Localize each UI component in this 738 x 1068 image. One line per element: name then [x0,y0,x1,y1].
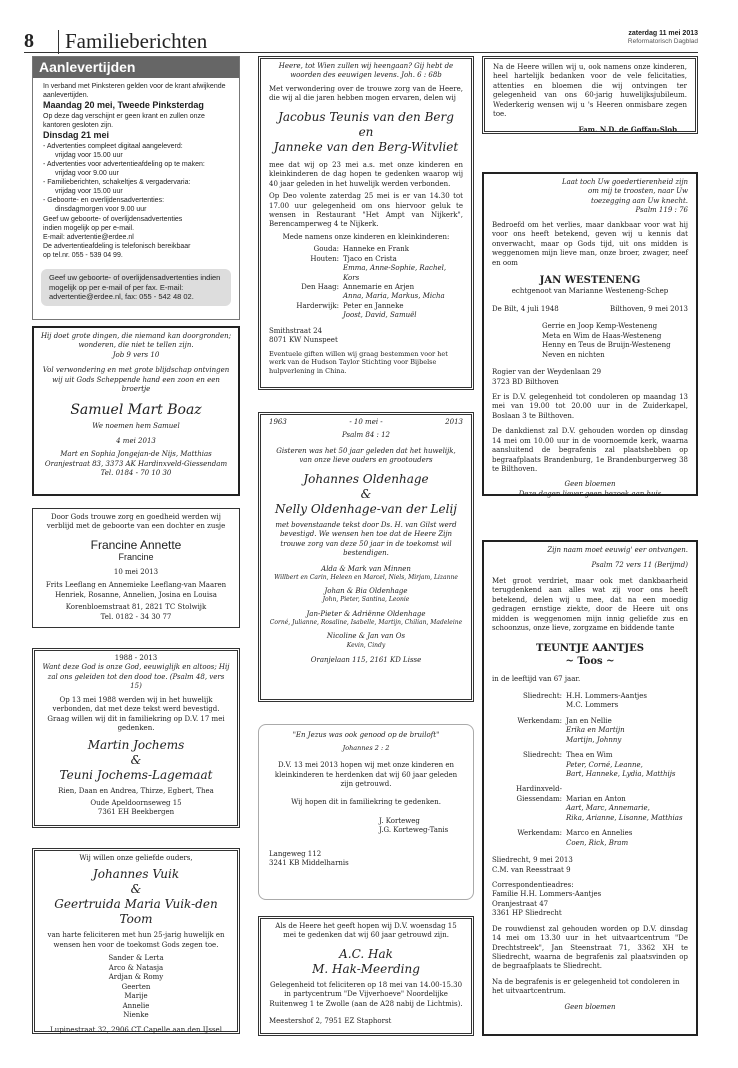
name2: J.G. Korteweg-Tanis [379,826,449,835]
text: Bedroefd om het verlies, maar dankbaar voor wat hij voor ons heeft betekend, geven wij u kennis dat onverwacht, maar op Gods tijd, uit ons midden is weggenomen mijn lieve man, onze broer, zwager, neef en oom [492,220,688,267]
paper-name: Reformatorisch Dagblad [627,38,698,45]
years-line [269,418,463,427]
spouse: echtgenoot van Marianne Westeneng-Schep [511,287,669,296]
day1: Maandag 20 mei, Tweede Pinksterdag [43,100,204,111]
family-head: Jan-Pieter & Adriënne Oldenhage [306,609,426,618]
line: op tel.nr. 055 - 539 04 99. [43,251,123,259]
amp: & [130,752,142,767]
issue-date: zaterdag 11 mei 2013 [628,30,698,37]
family-group [269,632,463,650]
address: Meestershof 2, 7951 EZ Staphorst [269,1017,392,1026]
died: Bilthoven, 9 mei 2013 [610,304,688,313]
address: C.M. van Reesstraat 9 [492,865,571,874]
name2: M. Hak-Meerding [312,961,420,976]
name1: Johannes Vuik [92,867,180,882]
family-row: Werkendam: Marco en Annelies [517,829,633,838]
anniversary-vandenberg [258,56,474,390]
verse-ref: Johannes 2 : 2 [342,744,390,753]
family-row: Erika en Martijn [566,726,625,735]
corr-line: Familie H.H. Lommers-Aantjes [492,890,602,899]
flowers: Geen bloemen [564,1002,616,1011]
place-date: Sliedrecht, 9 mei 2013 [492,856,573,865]
line: vrijdag voor 15.00 uur [55,188,123,196]
family-row: Emma, Anne-Sophie, Rachel, Kors [343,264,447,282]
family-row: Coen, Rick, Bram [566,838,629,847]
verse: Heere, tot Wien zullen wij heengaan? Gij hebt de woorden des eeuwigen levens. Joh. 6 : 68b [278,62,454,80]
amp: & [130,882,142,897]
line: vrijdag voor 9.00 uur [55,170,119,178]
family-member: Gerrie en Joop Kemp-Westeneng [542,322,658,331]
birth-announcement-boaz [32,326,240,496]
verse: Laat toch Uw goedertierenheid zijn om mij te troosten, naar Uw toezegging aan Uw knecht. [561,178,688,205]
name1: Martin Jochems [87,737,185,752]
line: indien mogelijk op per e-mail. [43,224,135,232]
family-member: Neven en nichten [542,350,605,359]
text: Op 13 mei 1988 werden wij in het huwelijk verbonden, dat met deze tekst werd bevestigd. Graag willen wij dit in familiekring op D.V. 17 mei gedenken. [47,695,225,733]
kid: Annelie [122,1001,150,1010]
family-row: Den Haag: Annemarie en Arjen [301,283,415,291]
service: De rouwdienst zal gehouden worden op D.V. dinsdag 14 mei om 13.30 uur in het uitvaartcentrum "De Drechtstreek", Jan Steenstraat 71, 3362 XH te Sliedrecht, waarna de begrafenis zal plaatsvinden op de begraafplaats te Sliedrecht. [492,924,688,971]
corr-line: 3361 HP Sliedrecht [492,909,562,918]
kid: Ardjan & Romy [108,973,164,982]
line: - Geboorte- en overlijdensadvertenties: [43,197,165,205]
deceased-name: TEUNTJE AANTJES [536,642,644,654]
header-rule [24,52,698,53]
family-row: Joost, David, Samuël [343,311,417,320]
verse: "En Jezus was ook genood op de bruiloft" [292,731,440,739]
call-name: Francine [118,551,154,562]
kid: Geerten [121,982,151,991]
family-row: Martijn, Johnny [566,735,622,744]
anniversary-vuik [32,848,240,1034]
family-head: Johan & Bia Oldenhage [324,587,408,596]
name1: Jacobus Teunis van den Berg [278,109,454,124]
verse-ref: Job 9 vers 10 [112,350,160,359]
born: De Bilt, 4 juli 1948 [492,304,559,313]
family-kids: Willbert en Carin, Heleen en Marcel, Niels, Mirjam, Lizanne [274,573,458,581]
name1: Johannes Oldenhage [303,471,429,486]
address: Lupinestraat 32, 2906 CT Capelle aan den IJssel [50,1026,222,1035]
line: - Familieberichten, schakeltjes & vergadervaria: [43,179,191,187]
visit: Deze dagen liever geen bezoek aan huis [518,489,662,498]
text: Vol verwondering en met grote blijdschap ontvingen wij uit Gods Scheppende hand een zoon en een broertje [42,366,230,394]
aanlevertijden-title: Aanlevertijden [33,57,239,78]
deceased-name: JAN WESTENENG [539,274,641,286]
family-member: Henny en Teus de Bruijn-Westeneng [542,341,671,350]
intro: Gisteren was het 50 jaar geleden dat het huwelijk, van onze lieve ouders en grootouders [276,446,456,465]
tel: Tel. 0182 - 34 30 77 [100,612,172,621]
after: Na de begrafenis is er gelegenheid tot condoleren in het uitvaartcentrum. [492,977,680,996]
family-group [269,587,463,605]
text: Na de Heere willen wij u, ook namens onze kinderen, heel hartelijk bedanken voor de vele felicitaties, attenties en bloemen die wij ontvingen ter gelegenheid van ons 60-jarig huwelijksjubileum. Wederkerig wensen wij u 's Heeren onmisbare zegen toe. [493,63,687,119]
kids-list [41,954,231,1020]
anniversary-korteweg [258,724,474,900]
dates [492,305,688,314]
address2: 3723 BD Bilthoven [492,377,559,386]
family-row: Anna, Maria, Markus, Micha [343,292,445,301]
anniversary-oldenhage [258,412,474,702]
kid: Marije [124,992,148,1001]
address1: Rogier van der Weydenlaan 29 [492,368,602,377]
day1-text: Op deze dag verschijnt er geen krant en zullen onze kantoren gesloten zijn. [43,112,205,129]
day2: Dinsdag 21 mei [43,130,110,141]
child-name: Samuel Mart Boaz [70,401,202,418]
family-row: Houten: Tjaco en Crista [310,254,397,263]
family-row: Werkendam: Jan en Nellie [517,716,612,725]
text2: mee dat wij op 23 mei a.s. met onze kinderen en kleinkinderen de dag hopen te gedenken waarop wij 40 jaar geleden in het huwelijk werden verbonden. [269,160,463,188]
line: De advertentieafdeling is telefonisch bereikbaar [43,242,191,250]
years: 1988 - 2013 [114,654,158,662]
year-mid: - 10 mei - [349,418,383,426]
family-row: Aart, Marc, Annemarie, [566,804,650,813]
verse-ref: Psalm 119 : 76 [635,206,688,215]
family-head: Alda & Mark van Minnen [321,564,411,573]
family-group [269,565,463,583]
kid: Nienke [123,1010,149,1019]
verse: Hij doet grote dingen, die niemand kan doorgronden; wonderen, die niet te tellen zijn. [40,332,232,350]
name2: Geertruida Maria Vuik-den Toom [54,897,218,927]
family-row: Rika, Arianne, Lisanne, Matthias [566,813,683,822]
family-row: Gouda: Hanneke en Frank [313,245,410,254]
family-row: Sliedrecht: Thea en Wim [523,751,613,760]
text1: Met verwondering over de trouwe zorg van de Heere, die wij al die jaren hebben mogen ervaren, delen wij [269,84,463,103]
aanlevertijden-notice [32,56,240,320]
family-head: Nicoline & Jan van Os [326,632,406,641]
family-row: Giessendam: Marian en Anton [516,794,626,803]
address: Oranjestraat 83, 3373 AK Hardinxveld-Giessendam [44,459,228,468]
child-name: Francine Annette [90,537,182,552]
intro: Als de Heere het geeft hopen wij D.V. woensdag 15 mei te gedenken dat wij 60 jaar getrouwd zijn. [275,922,457,940]
family-row: Bart, Hanneke, Lydia, Matthijs [566,770,676,778]
corr-line: Oranjestraat 47 [492,899,549,908]
nickname: ~ Toos ~ [565,656,615,667]
text: van harte feliciteren met hun 25-jarig huwelijk en wensen hen voor de toekomst Gods zegen toe. [47,931,225,949]
en: en [358,124,374,139]
text: D.V. 13 mei 2013 hopen wij met onze kinderen en kleinkinderen te herdenken dat wij 60 jaar geleden zijn getrouwd. [274,761,458,789]
family-row: Harderwijk: Peter en Janneke [296,301,404,310]
address: Oranjelaan 115, 2161 KD Lisse [310,655,422,664]
name1: A.C. Hak [339,946,393,961]
verse: Want deze God is onze God, eeuwiglijk en altoos; Hij zal ons geleiden tot den dood toe. (Psalm 48, vers 15) [42,663,230,691]
kids: Henriek, Rosanne, Annelien, Josina en Louisa [55,590,217,599]
text: Gelegenheid tot feliciteren op 18 mei van 14.00-15.30 in partycentrum "De Vijverhoeve" Noordelijke Ruitenweg 1 te Zwolle (aan de A28 nabij de Lichtmis). [269,980,463,1008]
address2: 7361 EH Beekbergen [97,808,175,817]
year-start: 1963 [269,418,287,426]
anniversary-hak [258,916,474,1036]
name1: J. Korteweg [379,816,420,825]
fax-note: Geef uw geboorte- of overlijdensadvertenties indien mogelijk op per e-mail of per fax. E-mail: advertentie@erdee.nl, fax: 055 - 542 48 02. [41,269,231,306]
line: vrijdag voor 15.00 uur [55,151,123,159]
family-row: Peter, Corné, Leanne, [566,760,643,769]
service: De dankdienst zal D.V. gehouden worden op dinsdag 14 mei om 10.00 uur in de voornoemde kerk, waarna aansluitend de begrafenis zal plaatshebben op begraafplaats Brandenburg, 1e Brandenburgerweg 38 te Bilthoven. [492,427,688,473]
text2: Wij hopen dit in familiekring te gedenken. [291,797,441,806]
parents: Frits Leeflang en Annemieke Leeflang-van Maaren [45,581,227,590]
section-title: Familieberichten [58,30,207,54]
family-kids: John, Pieter, Santina, Leonie [322,596,410,604]
anniversary-jochems [32,648,240,828]
line: E-mail: advertentie@erdee.nl [43,233,134,241]
obituary-aantjes [482,540,698,1036]
address2: 8071 KW Nunspeet [269,336,338,345]
intro: Wij willen onze geliefde ouders, [79,854,193,862]
call-name: We noemen hem Samuel [92,421,180,430]
address2: 3241 KB Middelharnis [269,859,349,868]
family-table [269,245,463,321]
text3: Op Deo volente zaterdag 25 mei is er van 14.30 tot 17.00 uur gelegenheid om ons hiervoor geluk te wensen in Restaurant "Het Ampt van Nijkerk", Berencamperweg 4 te Nijkerk. [269,192,463,229]
line: - Advertenties voor advertentieafdeling op te maken: [43,160,205,168]
verse: Zijn naam moet eeuwig' eer ontvangen. [547,546,688,554]
family-kids: Kevin, Cindy [346,641,386,649]
family-member: Meta en Wim de Haas-Westeneng [542,331,662,340]
age: in de leeftijd van 67 jaar. [492,674,581,683]
name2: Teuni Jochems-Lagemaat [59,767,213,782]
family-kids: Corné, Julianne, Rosaline, Isabelle, Martijn, Chilian, Madeleine [269,619,463,626]
line: - Advertenties compleet digitaal aangeleverd: [43,142,183,150]
line: Geef uw geboorte- of overlijdensadvertenties [43,215,183,223]
name2: Nelly Oldenhage-van der Lelij [274,501,458,516]
page-number: 8 [24,30,34,52]
intro: Door Gods trouwe zorg en goedheid werden wij verblijd met de geboorte van een dochter en zusje [46,513,226,531]
condolence: Er is D.V. gelegenheid tot condoleren op maandag 13 mei van 19.00 tot 20.00 uur in de Zuiderkapel, Boslaan 3 te Bilthoven. [492,392,688,420]
text: Met groot verdriet, maar ook met dankbaarheid terugdenkend aan alles wat zij voor ons heeft betekend, delen wij u mee, dat na een moedig gedragen ernstige ziekte, door de Heere uit ons midden is weggenomen mijn innig geliefde zus en schoonzus, onze lieve, zorgzame en biddende tante [492,576,688,633]
kid: Sander & Lerta [108,954,164,963]
amp: & [360,486,372,501]
date: 10 mei 2013 [113,567,159,576]
signature: Fam. N.D. de Goffau-Slob [578,124,677,134]
tel: Tel. 0184 - 70 10 30 [100,469,172,478]
parents: Mart en Sophia Jongejan-de Nijs, Matthias [60,450,212,459]
intro: In verband met Pinksteren gelden voor de krant afwijkende aanlevertijden. [43,83,226,100]
corr-label: Correspondentieadres: [492,880,574,889]
family-table [492,692,688,848]
obituary-westeneng [482,172,698,496]
family-row: Sliedrecht: H.H. Lommers-Aantjes [523,691,647,700]
birth-announcement-francine [32,508,240,628]
family-group [269,610,463,628]
address1: Langeweg 112 [269,849,322,858]
family-row: M.C. Lommers [566,701,619,710]
family-list [542,322,688,360]
text: met bovenstaande tekst door Ds. H. van Gilst werd bevestigd. We wensen hen toe dat de Heere Zijn trouwe zorg van deze 50 jaar in de toekomst wil bestendigen. [275,520,457,558]
thanks-goffau [482,56,698,134]
name2: Janneke van den Berg-Witvliet [273,139,459,154]
family-row: Hardinxveld- [516,785,562,794]
line: dinsdagmorgen voor 9.00 uur [55,206,147,214]
kid: Arco & Natasja [108,963,164,972]
date: 4 mei 2013 [116,436,156,445]
address1: Smithstraat 24 [269,326,323,335]
verse-ref: Psalm 72 vers 11 (Berijmd) [591,561,688,570]
kids: Rien, Daan en Andrea, Thirze, Egbert, Thea [58,786,214,795]
address: Korenbloemstraat 81, 2821 TC Stolwijk [65,603,207,612]
note: Eventuele giften willen wij graag bestemmen voor het werk van de Hudson Taylor Stichting voor Bijbelse hulpverlening in China. [269,349,448,376]
text4: Mede namens onze kinderen en kleinkinderen: [282,232,450,241]
address1: Oude Apeldoornseweg 15 [90,798,182,807]
year-end: 2013 [445,418,463,426]
psalm: Psalm 84 : 12 [341,431,390,440]
flowers: Geen bloemen [564,480,616,489]
